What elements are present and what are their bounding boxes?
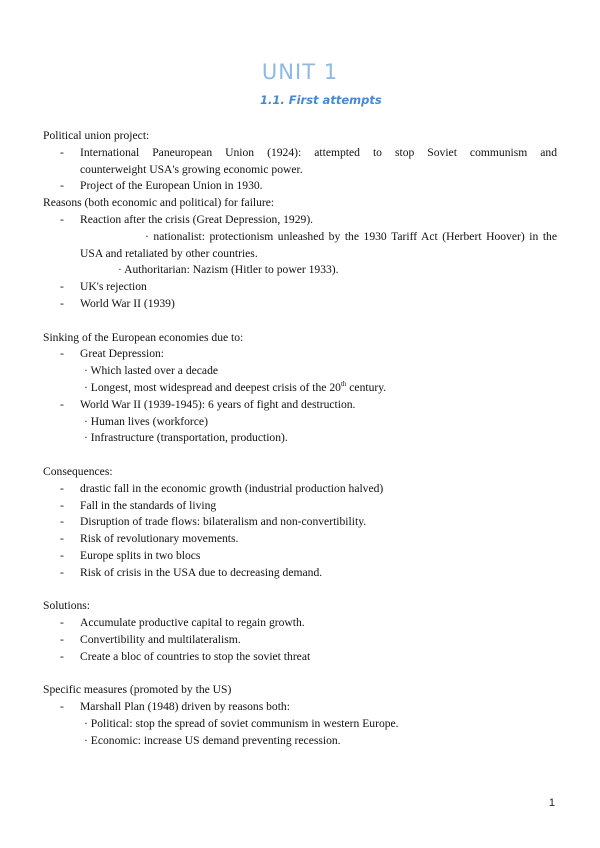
sub-item: · Longest, most widespread and deepest crisis of the 20th century. [84,380,387,394]
list-item: - Convertibility and multilateralism. [60,632,241,646]
sub-item: · Economic: increase US demand preventing recession. [84,733,341,747]
solutions-heading: Solutions: [43,599,91,613]
section-title: 1.1. First attempts [260,93,382,107]
document-body [43,128,557,749]
list-item: - Great Depression: [60,347,165,361]
list-item: - Risk of revolutionary movements. [60,532,239,546]
list-item: - Accumulate productive capital to regain growth. [60,616,305,630]
consequences-heading: Consequences: [43,464,113,478]
list-item: - World War II (1939-1945): 6 years of fight and destruction. [60,397,356,411]
list-item: - Fall in the standards of living [60,498,217,512]
sub-item: · Authoritarian: Nazism (Hitler to power 1933). [118,263,339,277]
sub-item: · Political: stop the spread of soviet communism in western Europe. [84,716,399,730]
superscript: th [340,380,347,389]
sub-item: · Infrastructure (transportation, production). [84,431,288,445]
page-number: 1 [548,797,555,809]
list-item: - Europe splits in two blocs [60,548,201,562]
sinking-heading: Sinking of the European economies due to: [43,330,244,344]
list-item: - Reaction after the crisis (Great Depression, 1929). [60,212,314,226]
list-item: - Marshall Plan (1948) driven by reasons both: [60,700,290,714]
list-item: - World War II (1939) [60,296,175,310]
sub-item-continuation: USA and retaliated by other countries. [80,246,258,260]
sub-item: · Human lives (workforce) [84,414,208,428]
list-item-continuation: counterweight USA's growing economic power. [80,162,303,176]
unit-title: UNIT 1 [261,60,339,84]
reasons-heading: Reasons (both economic and political) for failure: [43,196,275,210]
list-item: - UK's rejection [60,280,147,294]
list-item: - International Paneuropean Union (1924): attempted to stop Soviet communism and [60,145,557,159]
sub-item: · nationalist: protectionism unleashed by the 1930 Tariff Act (Herbert Hoover) in the [145,229,557,243]
political-union-heading: Political union project: [43,129,150,142]
list-item: - Disruption of trade flows: bilateralism and non-convertibility. [60,515,367,529]
list-item: - Create a bloc of countries to stop the soviet threat [60,649,311,663]
list-item: - Risk of crisis in the USA due to decreasing demand. [60,565,323,579]
sub-item: · Which lasted over a decade [84,364,219,378]
list-item: - drastic fall in the economic growth (industrial production halved) [60,481,384,495]
measures-heading: Specific measures (promoted by the US) [43,683,232,697]
list-item: - Project of the European Union in 1930. [60,179,263,193]
